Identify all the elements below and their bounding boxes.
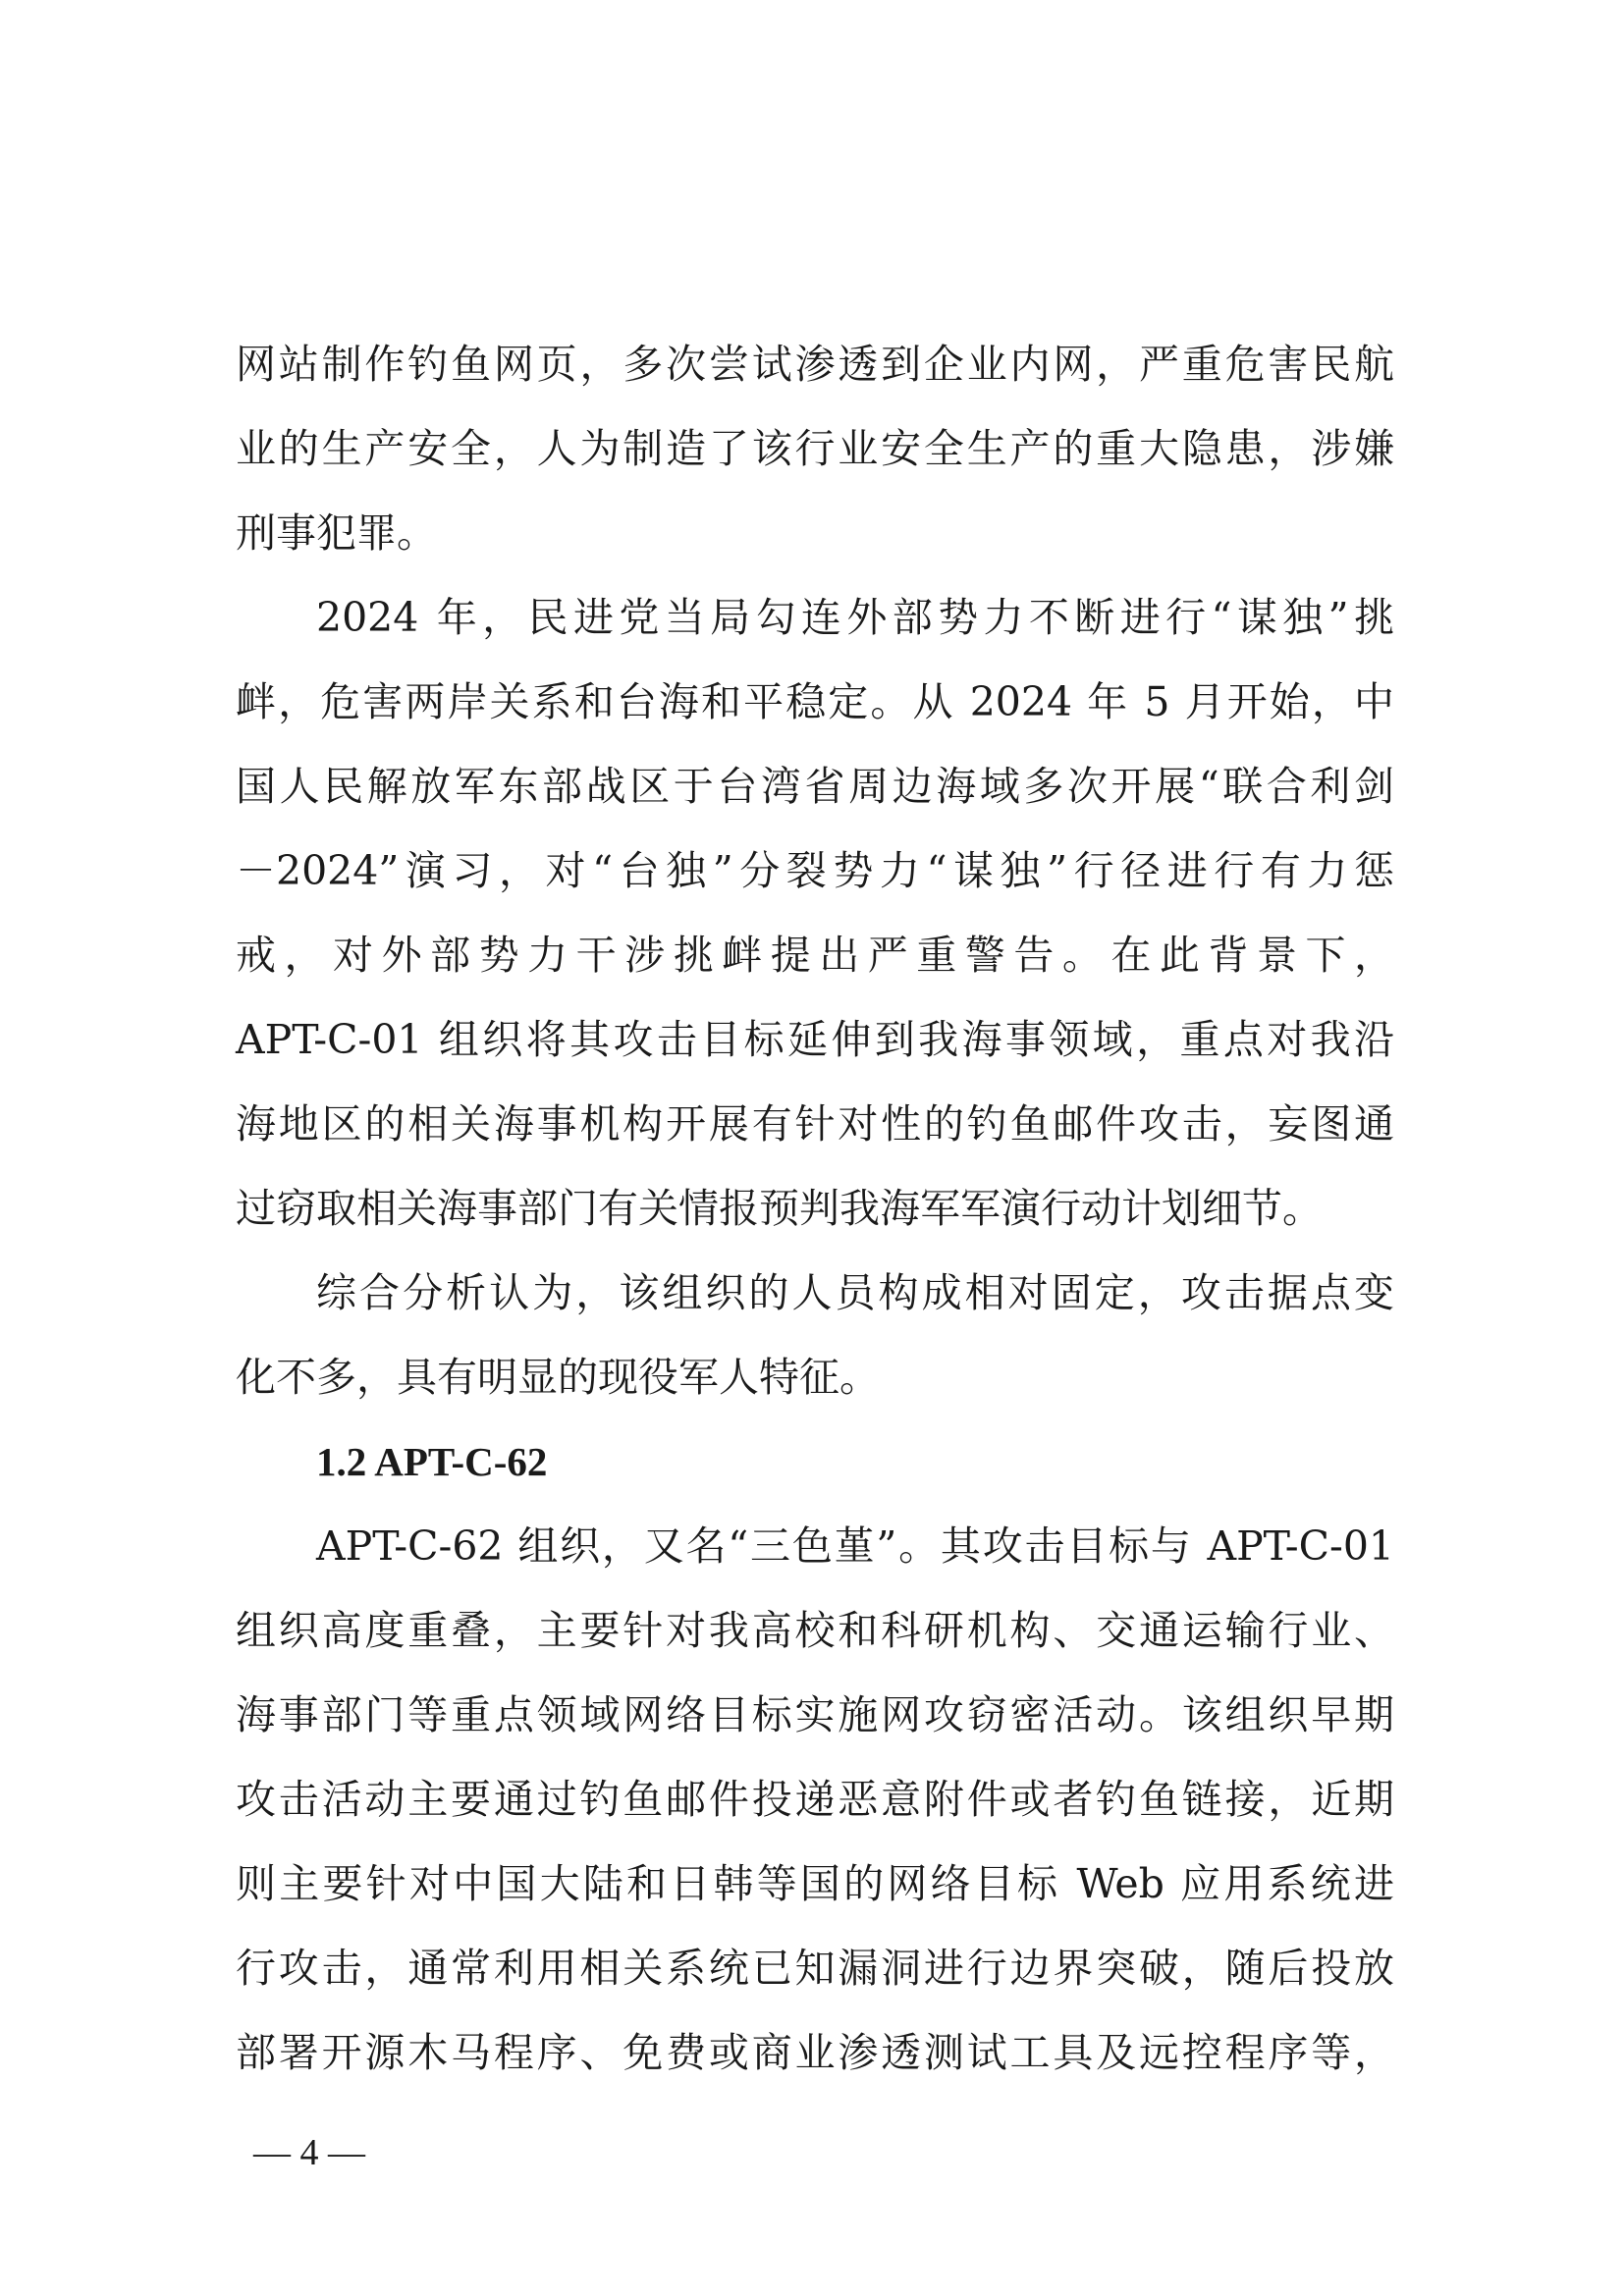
body-text-line: 业的生产安全，人为制造了该行业安全生产的重大隐患，涉嫌 — [236, 425, 1394, 472]
page-number: — 4 — — [253, 2132, 365, 2173]
body-text-line: 戒，对外部势力干涉挑衅提出严重警告。在此背景下， — [236, 932, 1394, 979]
body-text-line: －2024”演习，对“台独”分裂势力“谋独”行径进行有力惩 — [236, 847, 1394, 894]
body-text-line: 海事部门等重点领域网络目标实施网攻窃密活动。该组织早期 — [236, 1691, 1394, 1738]
body-text-line: 刑事犯罪。 — [236, 509, 437, 557]
body-text-line: APT-C-62 组织，又名“三色堇”。其攻击目标与 APT-C-01 — [316, 1522, 1394, 1570]
body-text-line: 2024 年，民进党当局勾连外部势力不断进行“谋独”挑 — [316, 594, 1394, 641]
body-text-line: 则主要针对中国大陆和日韩等国的网络目标 Web 应用系统进 — [236, 1860, 1394, 1907]
body-text-line: 攻击活动主要通过钓鱼邮件投递恶意附件或者钓鱼链接，近期 — [236, 1776, 1394, 1823]
body-text-line: 海地区的相关海事机构开展有针对性的钓鱼邮件攻击，妄图通 — [236, 1100, 1394, 1148]
body-text-line: 组织高度重叠，主要针对我高校和科研机构、交通运输行业、 — [236, 1607, 1394, 1654]
section-heading: 1.2 APT-C-62 — [316, 1439, 548, 1484]
body-text-line: 过窃取相关海事部门有关情报预判我海军军演行动计划细节。 — [236, 1185, 1323, 1232]
body-text-line: 网站制作钓鱼网页，多次尝试渗透到企业内网，严重危害民航 — [236, 341, 1394, 388]
body-text-line: 行攻击，通常利用相关系统已知漏洞进行边界突破，随后投放 — [236, 1945, 1394, 1992]
body-text-line: 部署开源木马程序、免费或商业渗透测试工具及远控程序等， — [236, 2029, 1394, 2076]
body-text-line: 化不多，具有明显的现役军人特征。 — [236, 1354, 880, 1401]
body-text-line: 综合分析认为，该组织的人员构成相对固定，攻击据点变 — [316, 1269, 1394, 1316]
body-text-line: 国人民解放军东部战区于台湾省周边海域多次开展“联合利剑 — [236, 763, 1394, 810]
body-text-line: APT-C-01 组织将其攻击目标延伸到我海事领域，重点对我沿 — [236, 1016, 1394, 1063]
body-text-line: 衅，危害两岸关系和台海和平稳定。从 2024 年 5 月开始，中 — [236, 678, 1394, 725]
